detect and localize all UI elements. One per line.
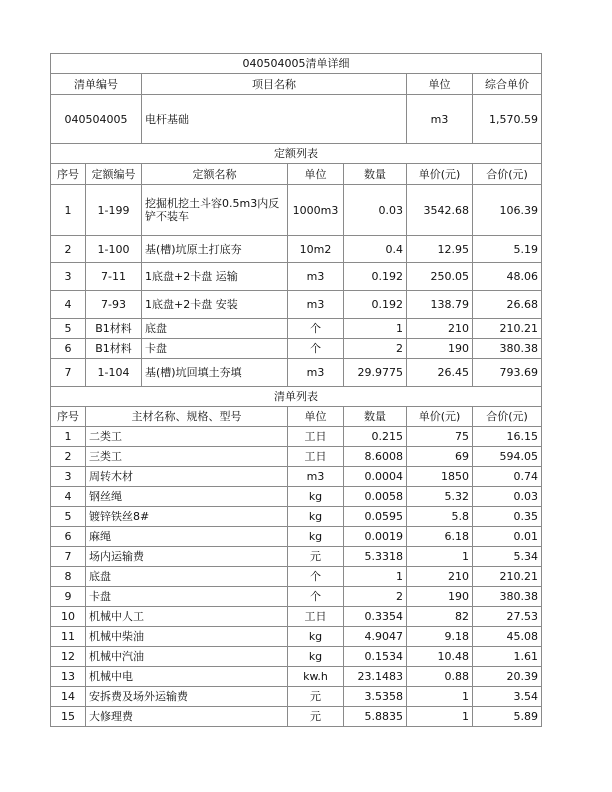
material-row bbox=[51, 687, 542, 707]
material-price: 5.32 bbox=[407, 487, 473, 507]
material-no: 9 bbox=[51, 587, 86, 607]
quota-price: 138.79 bbox=[407, 291, 473, 319]
material-unit: 工日 bbox=[288, 607, 344, 627]
quota-code: B1材料 bbox=[86, 339, 142, 359]
material-qty: 0.0019 bbox=[344, 527, 407, 547]
material-unit: kg bbox=[288, 507, 344, 527]
quota-section-title: 定额列表 bbox=[51, 144, 542, 164]
material-total: 45.08 bbox=[473, 627, 542, 647]
material-unit: 工日 bbox=[288, 447, 344, 467]
quota-unit: 个 bbox=[288, 319, 344, 339]
material-row bbox=[51, 567, 542, 587]
material-price: 9.18 bbox=[407, 627, 473, 647]
material-unit: 元 bbox=[288, 707, 344, 727]
materials-body bbox=[51, 427, 542, 727]
bill-table bbox=[50, 53, 542, 727]
quota-qty: 2 bbox=[344, 339, 407, 359]
material-qty: 1 bbox=[344, 567, 407, 587]
material-name: 底盘 bbox=[86, 567, 288, 587]
material-row bbox=[51, 647, 542, 667]
materials-header-row bbox=[51, 407, 542, 427]
material-no: 8 bbox=[51, 567, 86, 587]
col-unit: 单位 bbox=[407, 74, 473, 95]
col-price: 综合单价 bbox=[473, 74, 542, 95]
material-qty: 0.3354 bbox=[344, 607, 407, 627]
material-unit: 工日 bbox=[288, 427, 344, 447]
quota-row bbox=[51, 291, 542, 319]
material-total: 27.53 bbox=[473, 607, 542, 627]
mat-col-qty: 数量 bbox=[344, 407, 407, 427]
quota-qty: 29.9775 bbox=[344, 359, 407, 387]
material-qty: 0.0595 bbox=[344, 507, 407, 527]
material-name: 镀锌铁丝8# bbox=[86, 507, 288, 527]
mat-col-unit: 单位 bbox=[288, 407, 344, 427]
material-name: 麻绳 bbox=[86, 527, 288, 547]
quota-col-name: 定额名称 bbox=[142, 164, 288, 185]
material-row bbox=[51, 467, 542, 487]
col-bill-code: 清单编号 bbox=[51, 74, 142, 95]
quota-no: 1 bbox=[51, 185, 86, 236]
material-name: 机械中人工 bbox=[86, 607, 288, 627]
material-unit: 元 bbox=[288, 687, 344, 707]
quota-no: 6 bbox=[51, 339, 86, 359]
title-row bbox=[51, 54, 542, 74]
quota-code: 1-104 bbox=[86, 359, 142, 387]
quota-total: 26.68 bbox=[473, 291, 542, 319]
material-name: 三类工 bbox=[86, 447, 288, 467]
quota-name: 1底盘+2卡盘 运输 bbox=[142, 263, 288, 291]
material-row bbox=[51, 627, 542, 647]
quota-qty: 0.03 bbox=[344, 185, 407, 236]
material-row bbox=[51, 487, 542, 507]
quota-qty: 0.192 bbox=[344, 263, 407, 291]
material-no: 3 bbox=[51, 467, 86, 487]
quota-total: 380.38 bbox=[473, 339, 542, 359]
quota-row bbox=[51, 359, 542, 387]
material-price: 5.8 bbox=[407, 507, 473, 527]
material-unit: kg bbox=[288, 527, 344, 547]
material-qty: 4.9047 bbox=[344, 627, 407, 647]
material-total: 0.74 bbox=[473, 467, 542, 487]
material-name: 周转木材 bbox=[86, 467, 288, 487]
quota-price: 12.95 bbox=[407, 236, 473, 263]
material-name: 二类工 bbox=[86, 427, 288, 447]
material-price: 6.18 bbox=[407, 527, 473, 547]
quota-price: 3542.68 bbox=[407, 185, 473, 236]
quota-col-code: 定额编号 bbox=[86, 164, 142, 185]
quota-unit: m3 bbox=[288, 359, 344, 387]
material-row bbox=[51, 587, 542, 607]
mat-col-no: 序号 bbox=[51, 407, 86, 427]
material-price: 1850 bbox=[407, 467, 473, 487]
quota-unit: 10m2 bbox=[288, 236, 344, 263]
material-row bbox=[51, 427, 542, 447]
material-no: 14 bbox=[51, 687, 86, 707]
material-qty: 0.0058 bbox=[344, 487, 407, 507]
quota-no: 2 bbox=[51, 236, 86, 263]
quota-code: 7-93 bbox=[86, 291, 142, 319]
material-total: 1.61 bbox=[473, 647, 542, 667]
material-qty: 0.1534 bbox=[344, 647, 407, 667]
material-qty: 0.215 bbox=[344, 427, 407, 447]
quota-no: 7 bbox=[51, 359, 86, 387]
material-row bbox=[51, 527, 542, 547]
material-no: 5 bbox=[51, 507, 86, 527]
material-name: 安拆费及场外运输费 bbox=[86, 687, 288, 707]
quota-price: 26.45 bbox=[407, 359, 473, 387]
quota-no: 3 bbox=[51, 263, 86, 291]
materials-section-row bbox=[51, 387, 542, 407]
material-total: 20.39 bbox=[473, 667, 542, 687]
material-row bbox=[51, 707, 542, 727]
quota-total: 793.69 bbox=[473, 359, 542, 387]
quota-price: 190 bbox=[407, 339, 473, 359]
mat-col-price: 单价(元) bbox=[407, 407, 473, 427]
material-name: 钢丝绳 bbox=[86, 487, 288, 507]
quota-code: 1-199 bbox=[86, 185, 142, 236]
bill-code: 040504005 bbox=[51, 95, 142, 144]
quota-qty: 0.4 bbox=[344, 236, 407, 263]
item-name: 电杆基础 bbox=[142, 95, 407, 144]
material-name: 机械中柴油 bbox=[86, 627, 288, 647]
material-no: 4 bbox=[51, 487, 86, 507]
material-unit: 个 bbox=[288, 587, 344, 607]
material-qty: 3.5358 bbox=[344, 687, 407, 707]
material-total: 210.21 bbox=[473, 567, 542, 587]
quota-row bbox=[51, 339, 542, 359]
quota-name: 挖掘机挖土斗容0.5m3内反铲不装车 bbox=[142, 185, 288, 236]
material-qty: 0.0004 bbox=[344, 467, 407, 487]
quota-header-row bbox=[51, 164, 542, 185]
quota-col-total: 合价(元) bbox=[473, 164, 542, 185]
page-title: 040504005清单详细 bbox=[51, 54, 542, 74]
quota-col-price: 单价(元) bbox=[407, 164, 473, 185]
item-unit: m3 bbox=[407, 95, 473, 144]
material-no: 1 bbox=[51, 427, 86, 447]
material-qty: 5.8835 bbox=[344, 707, 407, 727]
mat-col-name: 主材名称、规格、型号 bbox=[86, 407, 288, 427]
material-price: 0.88 bbox=[407, 667, 473, 687]
header-values-row bbox=[51, 95, 542, 144]
quota-unit: m3 bbox=[288, 291, 344, 319]
quota-name: 卡盘 bbox=[142, 339, 288, 359]
material-row bbox=[51, 507, 542, 527]
quota-price: 210 bbox=[407, 319, 473, 339]
quota-total: 48.06 bbox=[473, 263, 542, 291]
quota-unit: 1000m3 bbox=[288, 185, 344, 236]
material-no: 12 bbox=[51, 647, 86, 667]
material-name: 大修理费 bbox=[86, 707, 288, 727]
quota-qty: 1 bbox=[344, 319, 407, 339]
material-total: 5.34 bbox=[473, 547, 542, 567]
material-no: 7 bbox=[51, 547, 86, 567]
material-price: 1 bbox=[407, 707, 473, 727]
quota-code: 1-100 bbox=[86, 236, 142, 263]
material-no: 10 bbox=[51, 607, 86, 627]
quota-row bbox=[51, 319, 542, 339]
material-price: 10.48 bbox=[407, 647, 473, 667]
quota-col-qty: 数量 bbox=[344, 164, 407, 185]
quota-no: 4 bbox=[51, 291, 86, 319]
material-unit: kw.h bbox=[288, 667, 344, 687]
material-total: 594.05 bbox=[473, 447, 542, 467]
quota-total: 5.19 bbox=[473, 236, 542, 263]
material-name: 机械中电 bbox=[86, 667, 288, 687]
material-unit: 个 bbox=[288, 567, 344, 587]
quota-code: B1材料 bbox=[86, 319, 142, 339]
material-qty: 8.6008 bbox=[344, 447, 407, 467]
material-no: 15 bbox=[51, 707, 86, 727]
material-no: 13 bbox=[51, 667, 86, 687]
material-total: 0.01 bbox=[473, 527, 542, 547]
material-no: 11 bbox=[51, 627, 86, 647]
material-row bbox=[51, 607, 542, 627]
material-qty: 23.1483 bbox=[344, 667, 407, 687]
material-unit: 元 bbox=[288, 547, 344, 567]
quota-no: 5 bbox=[51, 319, 86, 339]
material-total: 0.35 bbox=[473, 507, 542, 527]
material-name: 机械中汽油 bbox=[86, 647, 288, 667]
quota-code: 7-11 bbox=[86, 263, 142, 291]
material-no: 6 bbox=[51, 527, 86, 547]
material-name: 场内运输费 bbox=[86, 547, 288, 567]
quota-name: 底盘 bbox=[142, 319, 288, 339]
material-total: 5.89 bbox=[473, 707, 542, 727]
materials-section-title: 清单列表 bbox=[51, 387, 542, 407]
mat-col-total: 合价(元) bbox=[473, 407, 542, 427]
header-columns-row bbox=[51, 74, 542, 95]
quota-unit: m3 bbox=[288, 263, 344, 291]
material-total: 0.03 bbox=[473, 487, 542, 507]
quota-col-unit: 单位 bbox=[288, 164, 344, 185]
quota-row bbox=[51, 185, 542, 236]
material-unit: kg bbox=[288, 487, 344, 507]
quota-name: 基(槽)坑原土打底夯 bbox=[142, 236, 288, 263]
material-total: 380.38 bbox=[473, 587, 542, 607]
material-price: 75 bbox=[407, 427, 473, 447]
material-price: 1 bbox=[407, 687, 473, 707]
material-row bbox=[51, 667, 542, 687]
material-total: 3.54 bbox=[473, 687, 542, 707]
material-price: 1 bbox=[407, 547, 473, 567]
item-price: 1,570.59 bbox=[473, 95, 542, 144]
quota-name: 基(槽)坑回填土夯填 bbox=[142, 359, 288, 387]
quota-price: 250.05 bbox=[407, 263, 473, 291]
col-item-name: 项目名称 bbox=[142, 74, 407, 95]
material-qty: 2 bbox=[344, 587, 407, 607]
quota-col-no: 序号 bbox=[51, 164, 86, 185]
quota-qty: 0.192 bbox=[344, 291, 407, 319]
material-price: 210 bbox=[407, 567, 473, 587]
quota-row bbox=[51, 236, 542, 263]
quota-name: 1底盘+2卡盘 安装 bbox=[142, 291, 288, 319]
material-total: 16.15 bbox=[473, 427, 542, 447]
material-row bbox=[51, 547, 542, 567]
material-price: 82 bbox=[407, 607, 473, 627]
material-name: 卡盘 bbox=[86, 587, 288, 607]
material-row bbox=[51, 447, 542, 467]
quota-total: 210.21 bbox=[473, 319, 542, 339]
material-price: 69 bbox=[407, 447, 473, 467]
material-no: 2 bbox=[51, 447, 86, 467]
material-price: 190 bbox=[407, 587, 473, 607]
quota-row bbox=[51, 263, 542, 291]
material-unit: m3 bbox=[288, 467, 344, 487]
quota-unit: 个 bbox=[288, 339, 344, 359]
quota-total: 106.39 bbox=[473, 185, 542, 236]
quota-section-row bbox=[51, 144, 542, 164]
material-unit: kg bbox=[288, 627, 344, 647]
material-qty: 5.3318 bbox=[344, 547, 407, 567]
material-unit: kg bbox=[288, 647, 344, 667]
